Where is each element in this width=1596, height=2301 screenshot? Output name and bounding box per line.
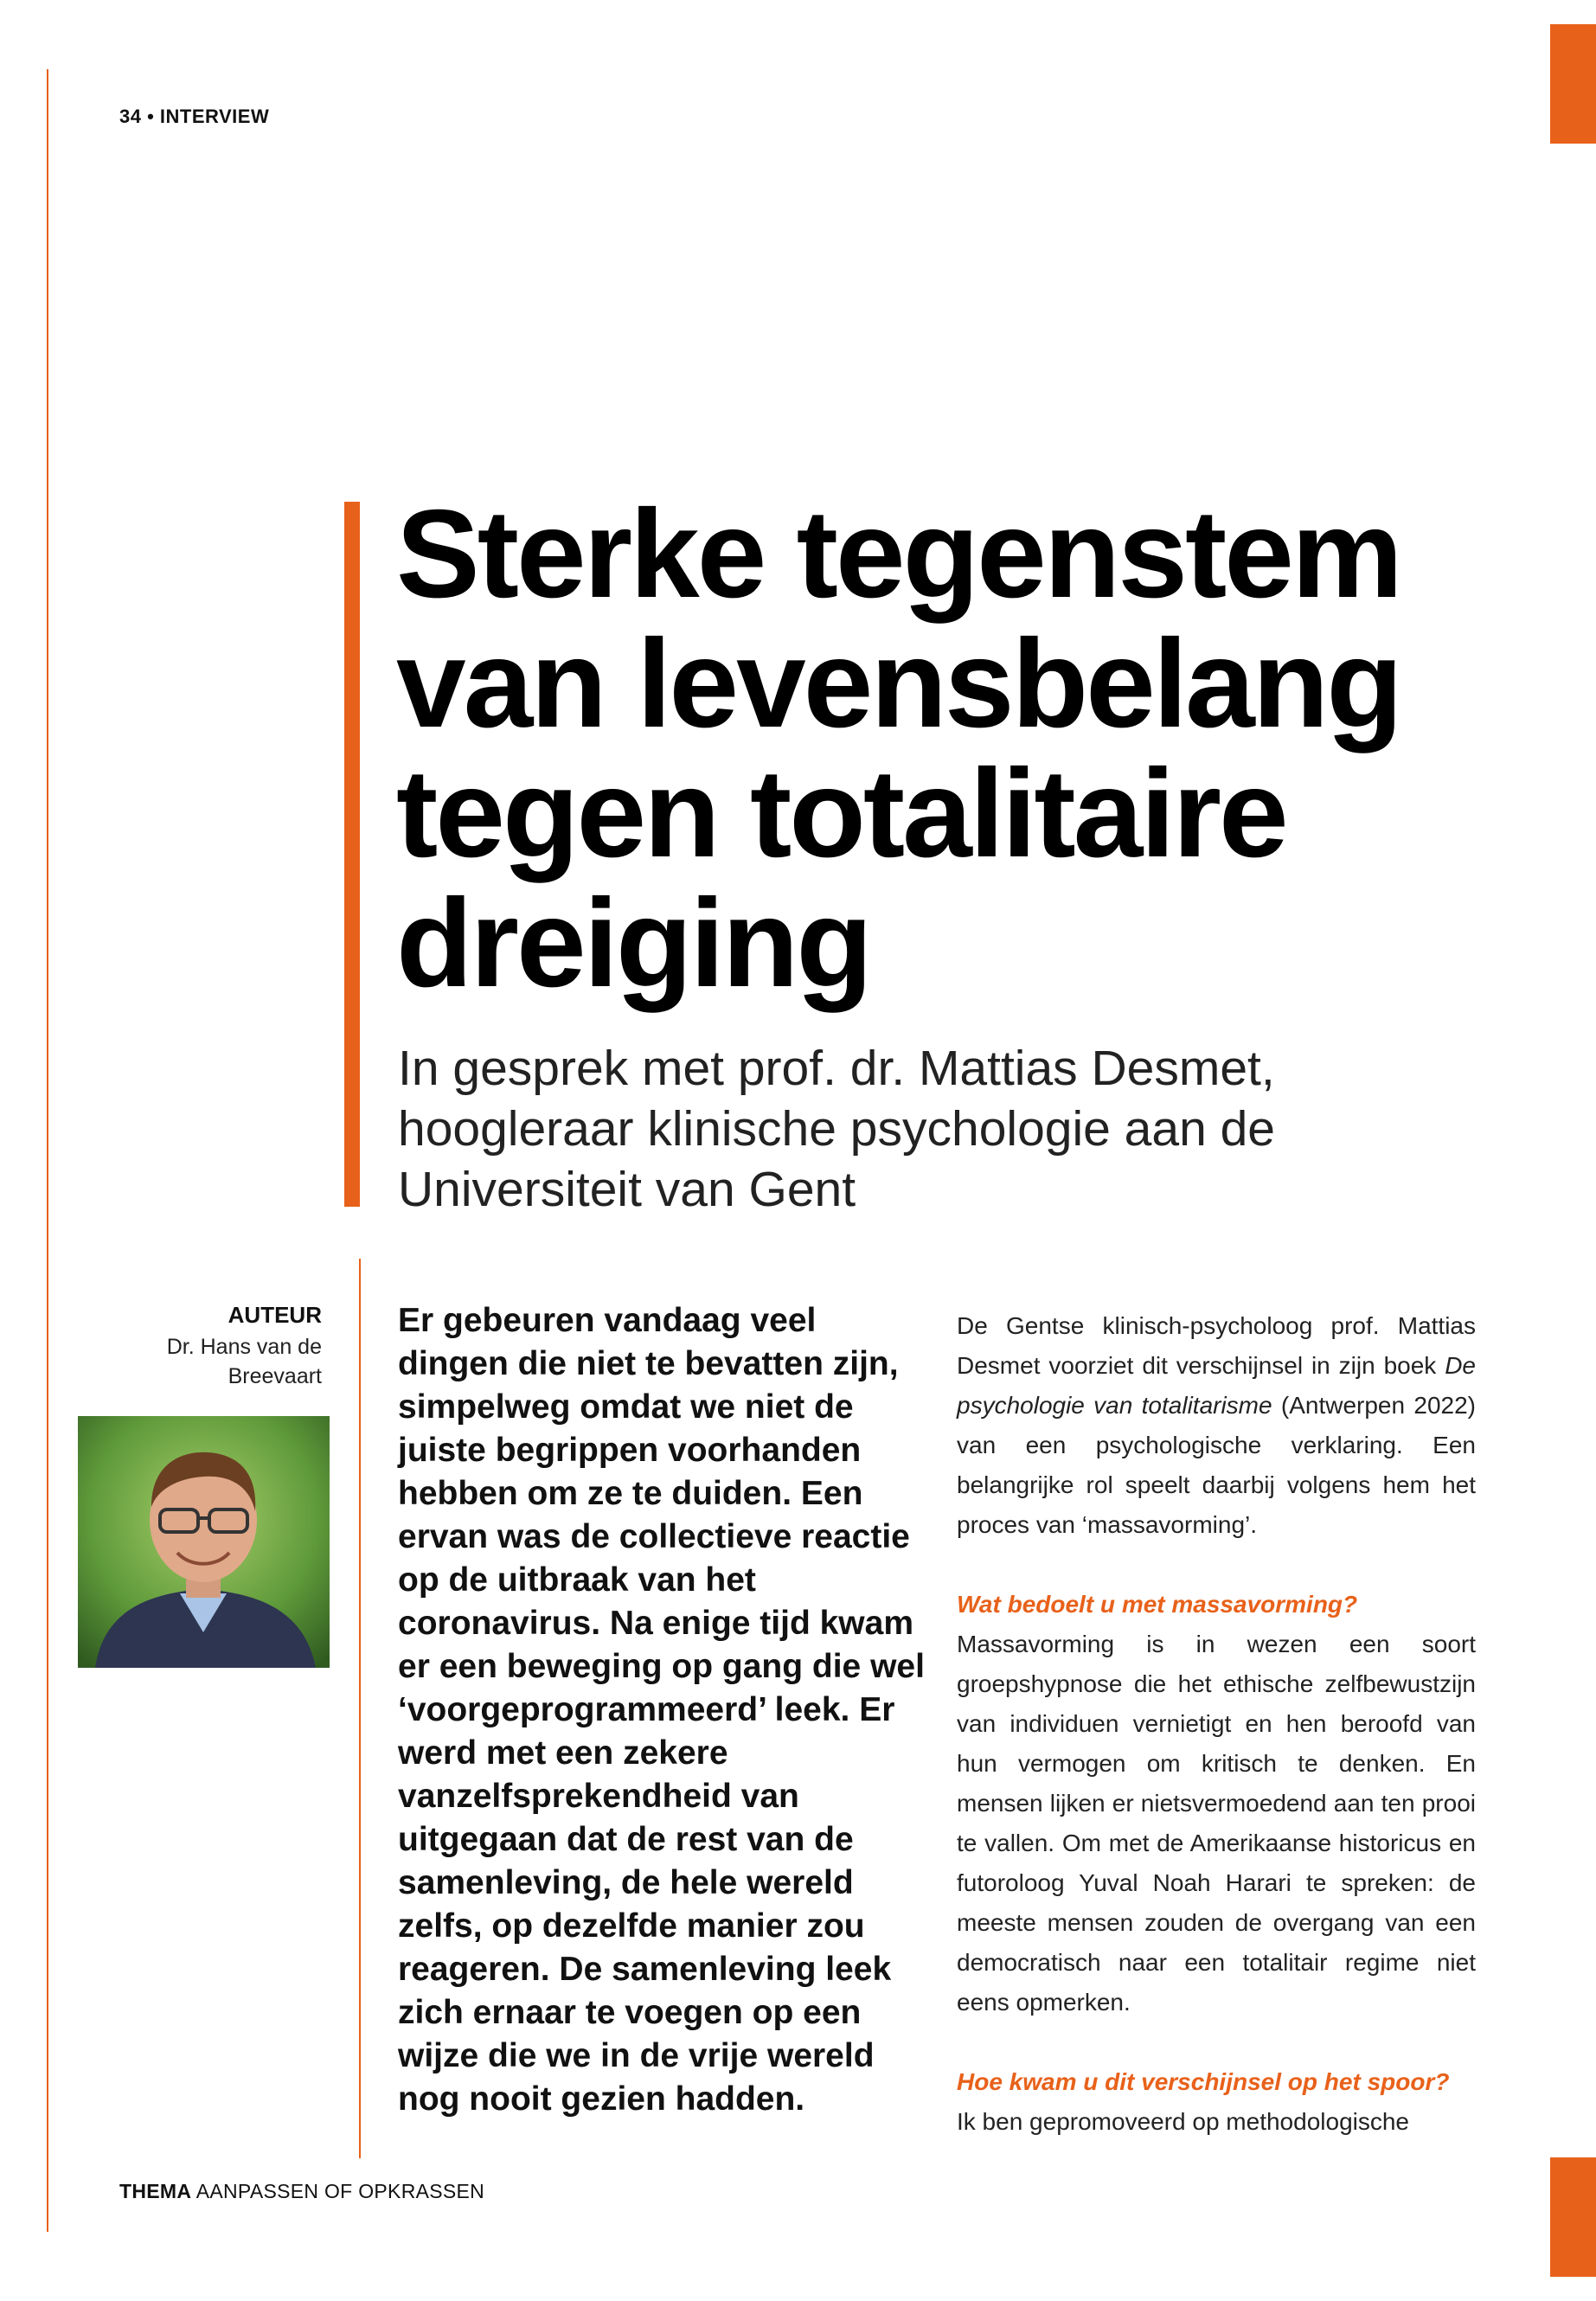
body-column	[957, 1306, 1476, 2142]
page-edge-tab-bottom	[1550, 2157, 1596, 2277]
author-label: AUTEUR	[228, 1302, 322, 1328]
body-paragraph-1	[957, 1306, 1476, 1545]
interview-answer-1: Massavorming is in wezen een soort groepshypnose die het ethische zelfbewustzijn van individuen vernietigt en hen beroofd van hun vermogen om kritisch te denken. En mensen lijken er nietsvermoedend aan ten prooi te vallen. Om met de Amerikaanse historicus en futoroloog Yuval Noah Harari te spreken: de meeste mensen zouden de overgang van een democratisch naar een totalitair regime niet eens opmerken.	[957, 1631, 1476, 2016]
author-photo	[78, 1416, 330, 1668]
margin-rule	[47, 69, 48, 2232]
article-subtitle: In gesprek met prof. dr. Mattias Desmet, hoogleraar klinische psychologie aan de Universiteit van Gent	[398, 1041, 1276, 1217]
footer-theme	[119, 2180, 484, 2203]
page-edge-tab-top	[1550, 24, 1596, 144]
book-title: De psychologie van totalitarisme	[957, 1352, 1476, 1419]
article-intro: Er gebeuren vandaag veel dingen die niet te bevatten zijn, simpelweg omdat we niet de juiste begrippen voorhanden hebben om ze te duiden. Een ervan was de collectieve reactie op de uitbraak van het coronavirus. Na enige tijd kwam er een beweging op gang die wel ‘voorgeprogrammeerd’ leek. Er werd met een zekere vanzelfsprekendheid van uitgegaan dat de rest van de samenleving, de hele wereld zelfs, op dezelfde manier zou reageren. De samenleving leek zich ernaar te voegen op een wijze die we in de vrije wereld nog nooit gezien hadden.	[398, 1302, 925, 2118]
interview-answer-2: Ik ben gepromoveerd op methodologische	[957, 2108, 1410, 2135]
footer-theme-label: THEMA	[119, 2180, 192, 2202]
body-paragraph-1-rest: (Antwerpen 2022) van een psychologische verklaring. Een belangrijke rol speelt daarbij volgens hem het proces van ‘massavorming’.	[957, 1392, 1476, 1538]
body-paragraph-1-text: De Gentse klinisch-psycholoog prof. Mattias Desmet voorziet dit verschijnsel in zijn boek	[957, 1312, 1476, 1379]
column-rule	[359, 1259, 361, 2158]
author-name: Dr. Hans van de Breevaart	[166, 1335, 322, 1388]
interview-question-2: Hoe kwam u dit verschijnsel op het spoor?	[957, 2068, 1450, 2095]
author-portrait-icon	[78, 1416, 330, 1668]
section-header: 34 • INTERVIEW	[119, 106, 270, 127]
article-title: Sterke tegenstem van levensbelang tegen totalitaire dreiging	[396, 484, 1401, 1013]
interview-question-1: Wat bedoelt u met massavorming?	[957, 1591, 1358, 1618]
title-accent-bar	[344, 502, 360, 1207]
footer-theme-title: AANPASSEN OF OPKRASSEN	[195, 2180, 485, 2202]
